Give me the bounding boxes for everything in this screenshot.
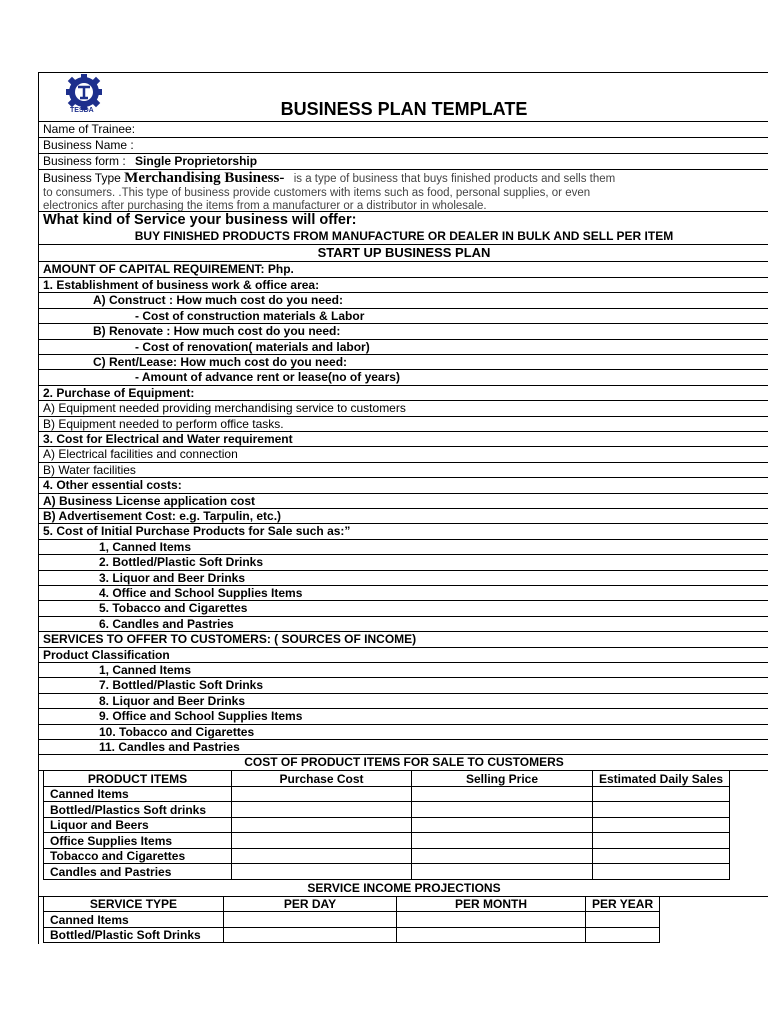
entry-cell[interactable] — [593, 864, 730, 880]
product-table-heading: COST OF PRODUCT ITEMS FOR SALE TO CUSTOMERS — [39, 755, 768, 771]
table-row — [44, 786, 730, 802]
trainee-name-field[interactable] — [39, 122, 768, 138]
business-name-field[interactable] — [39, 138, 768, 154]
startup-heading: START UP BUSINESS PLAN — [39, 245, 768, 262]
product-item-label: Candles and Pastries — [44, 864, 232, 880]
logo-text: TESDA — [70, 107, 94, 114]
cost-line: 5. Cost of Initial Purchase Products for Sale such as:” — [39, 524, 768, 539]
cost-line: B) Advertisement Cost: e.g. Tarpulin, etc.) — [39, 509, 768, 524]
business-form-value: Single Proprietorship — [135, 154, 258, 168]
entry-cell[interactable] — [412, 848, 593, 864]
cost-line: 1, Canned Items — [39, 540, 768, 555]
trainee-name-label: Name of Trainee: — [43, 122, 136, 136]
cost-line: 11. Candles and Pastries — [39, 740, 768, 755]
entry-cell[interactable] — [593, 786, 730, 802]
product-table-header: PRODUCT ITEMS — [44, 771, 232, 787]
business-type-desc-2: to consumers. .This type of business provide customers with items such as food, personal supplies, or even — [43, 187, 591, 199]
cost-line: Product Classification — [39, 648, 768, 663]
cost-line: 1. Establishment of business work & office area: — [39, 278, 768, 293]
service-table-header: PER DAY — [224, 896, 397, 912]
entry-cell[interactable] — [397, 912, 586, 928]
cost-line: 9. Office and School Supplies Items — [39, 709, 768, 724]
cost-line: 4. Office and School Supplies Items — [39, 586, 768, 601]
entry-cell[interactable] — [412, 786, 593, 802]
service-table-header: PER YEAR — [586, 896, 660, 912]
cost-line: 3. Liquor and Beer Drinks — [39, 571, 768, 586]
entry-cell[interactable] — [412, 802, 593, 818]
capital-requirement: AMOUNT OF CAPITAL REQUIREMENT: Php. — [39, 262, 768, 278]
product-cost-table — [43, 770, 730, 880]
table-row — [44, 848, 730, 864]
entry-cell[interactable] — [232, 864, 412, 880]
service-type-label: Canned Items — [44, 912, 224, 928]
business-form-label: Business form : — [43, 154, 126, 168]
cost-line: B) Equipment needed to perform office tasks. — [39, 417, 768, 432]
entry-cell[interactable] — [412, 833, 593, 849]
cost-line: 6. Candles and Pastries — [39, 617, 768, 632]
business-name-label: Business Name : — [43, 138, 134, 152]
entry-cell[interactable] — [412, 864, 593, 880]
cost-line: A) Construct : How much cost do you need: — [39, 293, 768, 308]
business-type-label: Business Type — [43, 171, 121, 185]
cost-line: A) Electrical facilities and connection — [39, 447, 768, 462]
cost-line: 2. Purchase of Equipment: — [39, 386, 768, 401]
entry-cell[interactable] — [593, 833, 730, 849]
entry-cell[interactable] — [224, 912, 397, 928]
cost-line: 3. Cost for Electrical and Water requirement — [39, 432, 768, 447]
table-row — [44, 833, 730, 849]
entry-cell[interactable] — [232, 833, 412, 849]
cost-line: 5. Tobacco and Cigarettes — [39, 601, 768, 616]
service-question: What kind of Service your business will offer: — [43, 212, 357, 228]
table-row — [44, 912, 660, 928]
product-item-label: Tobacco and Cigarettes — [44, 848, 232, 864]
page-title: BUSINESS PLAN TEMPLATE — [280, 99, 528, 119]
cost-line: 2. Bottled/Plastic Soft Drinks — [39, 555, 768, 570]
service-income-table — [43, 896, 660, 944]
cost-line: C) Rent/Lease: How much cost do you need: — [39, 355, 768, 370]
entry-cell[interactable] — [224, 927, 397, 943]
cost-line: B) Renovate : How much cost do you need: — [39, 324, 768, 339]
cost-line: 8. Liquor and Beer Drinks — [39, 694, 768, 709]
cost-line: 1, Canned Items — [39, 663, 768, 678]
cost-line: - Cost of renovation( materials and labor) — [39, 340, 768, 355]
cost-line: 4. Other essential costs: — [39, 478, 768, 493]
entry-cell[interactable] — [593, 817, 730, 833]
cost-line: 7. Bottled/Plastic Soft Drinks — [39, 678, 768, 693]
product-table-header: Selling Price — [412, 771, 593, 787]
entry-cell[interactable] — [586, 912, 660, 928]
entry-cell[interactable] — [593, 848, 730, 864]
product-item-label: Bottled/Plastics Soft drinks — [44, 802, 232, 818]
entry-cell[interactable] — [232, 802, 412, 818]
service-table-header: SERVICE TYPE — [44, 896, 224, 912]
entry-cell[interactable] — [397, 927, 586, 943]
product-item-label: Canned Items — [44, 786, 232, 802]
entry-cell[interactable] — [412, 817, 593, 833]
service-type-label: Bottled/Plastic Soft Drinks — [44, 927, 224, 943]
business-form-field — [39, 154, 768, 170]
cost-line: SERVICES TO OFFER TO CUSTOMERS: ( SOURCES OF INCOME) — [39, 632, 768, 647]
cost-line: - Amount of advance rent or lease(no of years) — [39, 370, 768, 385]
entry-cell[interactable] — [586, 927, 660, 943]
cost-line: A) Equipment needed providing merchandising service to customers — [39, 401, 768, 416]
business-type-desc-1: is a type of business that buys finished products and sells them — [293, 173, 616, 185]
table-row — [44, 802, 730, 818]
table-row — [44, 864, 730, 880]
product-item-label: Office Supplies Items — [44, 833, 232, 849]
product-table-header: Purchase Cost — [232, 771, 412, 787]
business-type-desc-3: electronics after purchasing the items from a manufacturer or a distributor in wholesale. — [43, 200, 487, 212]
entry-cell[interactable] — [593, 802, 730, 818]
service-table-heading: SERVICE INCOME PROJECTIONS — [39, 881, 768, 897]
cost-line: - Cost of construction materials & Labor — [39, 309, 768, 324]
business-type-block — [39, 170, 768, 212]
service-table-header: PER MONTH — [397, 896, 586, 912]
table-row — [44, 927, 660, 943]
service-answer: BUY FINISHED PRODUCTS FROM MANUFACTURE OR DEALER IN BULK AND SELL PER ITEM — [39, 229, 768, 245]
business-plan-form — [38, 72, 768, 944]
entry-cell[interactable] — [232, 817, 412, 833]
cost-line: A) Business License application cost — [39, 494, 768, 509]
cost-line: B) Water facilities — [39, 463, 768, 478]
product-item-label: Liquor and Beers — [44, 817, 232, 833]
entry-cell[interactable] — [232, 786, 412, 802]
business-type-value: Merchandising Business- — [124, 170, 285, 186]
product-table-header: Estimated Daily Sales — [593, 771, 730, 787]
entry-cell[interactable] — [232, 848, 412, 864]
table-row — [44, 817, 730, 833]
cost-line: 10. Tobacco and Cigarettes — [39, 725, 768, 740]
